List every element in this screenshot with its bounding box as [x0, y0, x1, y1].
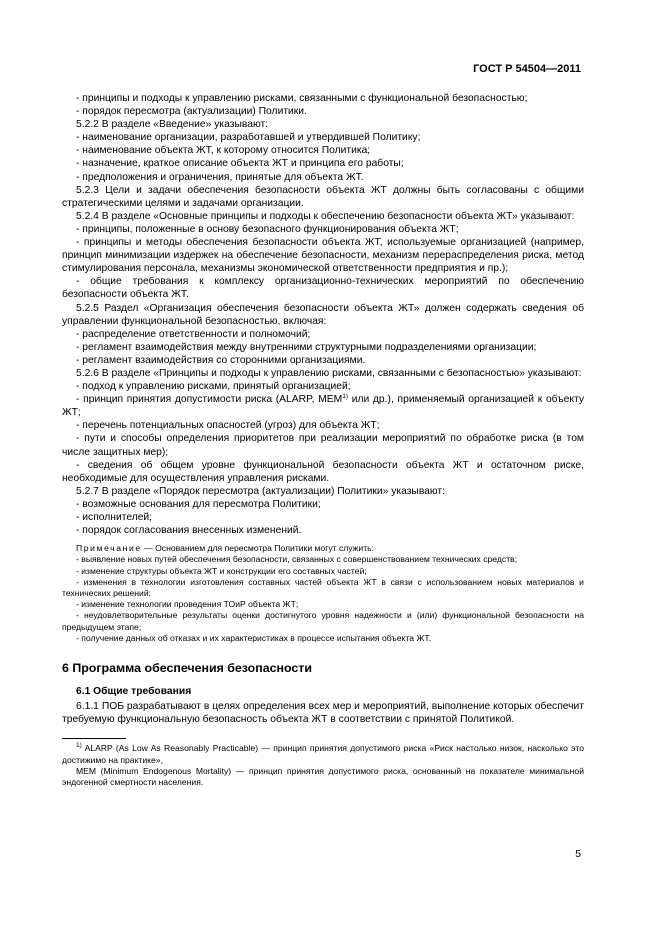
document-header: ГОСТ Р 54504—2011	[473, 63, 581, 75]
list-item: - принципы и подходы к управлению рисками, связанными с функциональной безопасностью;	[76, 93, 528, 104]
page-content	[62, 92, 584, 788]
footnote-1	[62, 743, 584, 765]
list-item: - регламент взаимодействия со сторонними организациями.	[76, 354, 366, 366]
list-item: - порядок согласования внесенных изменений.	[76, 525, 302, 537]
footnote-1-cont: МЕМ (Minimum Endogenous Mortality) — принцип принятия допустимого риска, основанный на показателе минимальной эндогенной смертности населения.	[62, 765, 584, 787]
list-item: - сведения об общем уровне функциональной безопасности объекта ЖТ и остаточном риске, необходимые для осуществления управления рисками.	[62, 459, 584, 484]
note-item: - выявление новых путей обеспечения безопасности, связанных с совершенствованием технических средств;	[76, 554, 518, 565]
list-item: - наименование объекта ЖТ, к которому относится Политика;	[76, 145, 371, 157]
list-item: - распределение ответственности и полномочий;	[76, 328, 311, 340]
list-item: - регламент взаимодействия между внутренними структурными подразделениями организации;	[76, 341, 537, 353]
list-item: - назначение, краткое описание объекта ЖТ и принципа его работы;	[76, 158, 404, 170]
page-number: 5	[575, 849, 581, 860]
note-item: - неудовлетворительные результаты оценки достигнутого уровня надежности и (или) функциональной безопасности на предыдущем этапе;	[62, 610, 584, 632]
list-item: - принципы и методы обеспечения безопасности объекта ЖТ, используемые организацией (например, принцип минимизации издержек на обеспечение безопасности, механизм перераспределения риска, метод стимулирования персонала, механизмы экономической ответственности предприятия и пр.);	[62, 237, 584, 275]
list-item: - исполнителей;	[76, 512, 153, 523]
footnote-mark: 1)	[76, 742, 82, 750]
clause-5-2-6: 5.2.6 В разделе «Принципы и подходы к управлению рисками, связанными с безопасностью» указывают:	[76, 367, 582, 379]
note-label: Примечание	[76, 543, 142, 554]
footnote-block	[62, 743, 584, 788]
list-item: - принципы, положенные в основу безопасного функционирования объекта ЖТ;	[76, 223, 459, 235]
list-item: - пути и способы определения приоритетов при реализации мероприятий по обработке риска (в том числе защитных мер);	[62, 433, 584, 458]
note-intro-text: — Основанием для пересмотра Политики могут служить:	[141, 543, 374, 554]
footnote-divider	[62, 738, 126, 739]
clause-5-2-4: 5.2.4 В разделе «Основные принципы и подходы к обеспечению безопасности объекта ЖТ» указывают:	[76, 210, 575, 222]
note-item: - изменения в технологии изготовления составных частей объекта ЖТ в связи с использованием новых материалов и технических решений;	[62, 576, 584, 598]
subsection-6-1-heading: 6.1 Общие требования	[76, 686, 192, 698]
clause-5-2-5: 5.2.5 Раздел «Организация обеспечения безопасности объекта ЖТ» должен содержать сведения об управлении функциональной безопасностью, включая:	[62, 302, 584, 327]
clause-5-2-3: 5.2.3 Цели и задачи обеспечения безопасности объекта ЖТ должны быть согласованы с общими стратегическими целями и задачами организации.	[62, 184, 584, 209]
note-item: - изменение технологии проведения ТОиР объекта ЖТ;	[76, 599, 299, 610]
footnote-ref: 1)	[342, 393, 348, 401]
list-item-text: или др.), применяемый организацией к объекту ЖТ;	[62, 394, 584, 419]
footnote-text: ALARP (As Low As Reasonably Practicable) — принцип принятия допустимого риска «Риск настолько низок, насколько это достижимо на практике»,	[62, 743, 584, 765]
clause-6-1-1: 6.1.1 ПОБ разрабатывают в целях определения всех мер и мероприятий, выполнение которых обеспечит требуемую функциональную безопасность объекта ЖТ в соответствии с принятой Политикой.	[62, 701, 584, 726]
list-item	[62, 393, 584, 419]
list-item: - возможные основания для пересмотра Политики;	[76, 498, 321, 510]
list-item: - предположения и ограничения, принятые для объекта ЖТ.	[76, 171, 364, 183]
list-item: - порядок пересмотра (актуализации) Политики.	[76, 106, 307, 118]
list-item: - общие требования к комплексу организационно-технических мероприятий по обеспечению безопасности объекта ЖТ.	[62, 276, 584, 301]
note-item: - изменение структуры объекта ЖТ и конструкции его составных частей;	[76, 565, 367, 576]
list-item: - подход к управлению рисками, принятый организацией;	[76, 381, 351, 393]
clause-5-2-7: 5.2.7 В разделе «Порядок пересмотра (актуализации) Политики» указывают:	[76, 485, 445, 497]
note-item: - получение данных об отказах и их характеристиках в процессе испытания объекта ЖТ.	[76, 632, 432, 643]
list-item-text: - принцип принятия допустимости риска (ALARP, МЕМ	[76, 394, 343, 406]
list-item: - наименование организации, разработавшей и утвердившей Политику;	[76, 132, 421, 144]
note-intro	[62, 543, 584, 554]
list-item: - перечень потенциальных опасностей (угроз) для объекта ЖТ;	[76, 420, 380, 432]
clause-5-2-2: 5.2.2 В разделе «Введение» указывают:	[76, 119, 269, 131]
section-6-heading: 6 Программа обеспечения безопасности	[62, 661, 312, 676]
note-block	[62, 543, 584, 644]
